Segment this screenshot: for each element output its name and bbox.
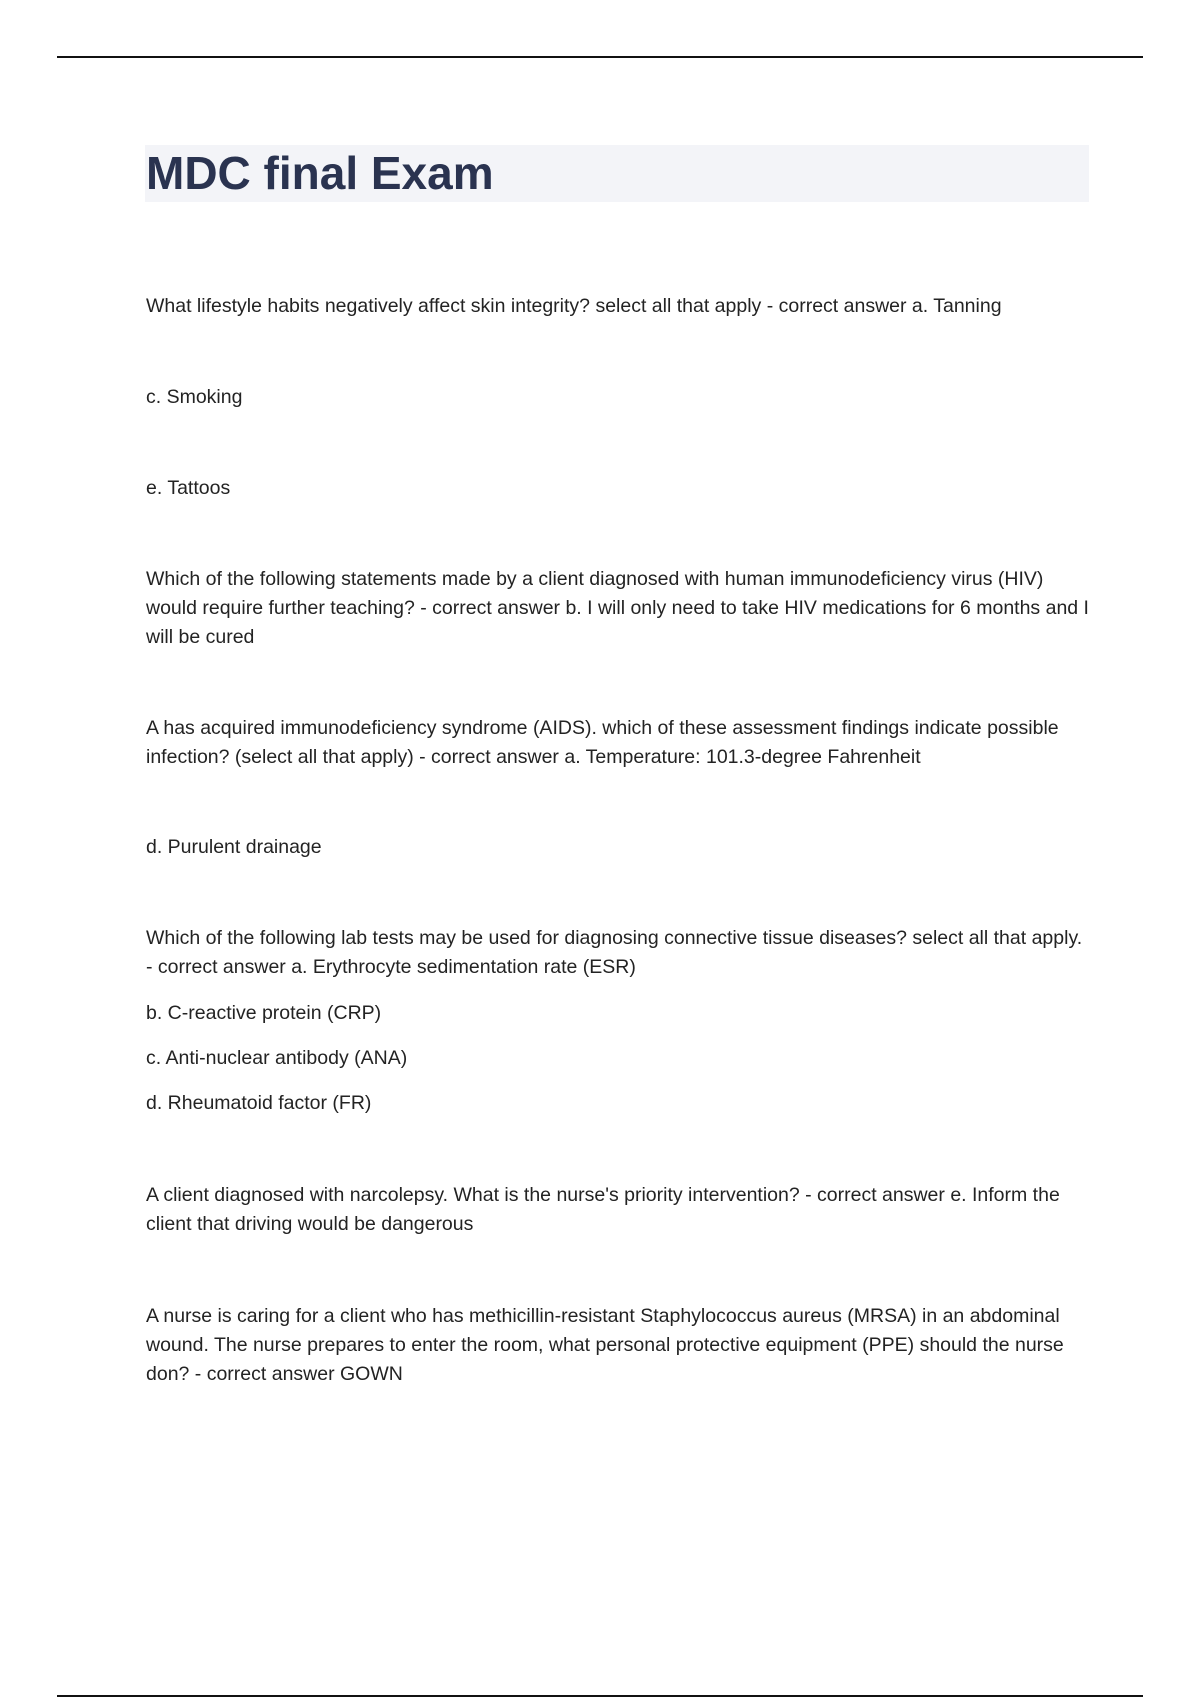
answer-crp: b. C-reactive protein (CRP) [146,1002,382,1024]
question-hiv-teaching: Which of the following statements made by a client diagnosed with human immunodeficiency virus (HIV) would require further teaching? - correct answer b. I will only need to take HIV medications for 6 months and I will be cured [146,568,1089,648]
answer-ana: c. Anti-nuclear antibody (ANA) [146,1047,408,1069]
question-narcolepsy: A client diagnosed with narcolepsy. What is the nurse's priority intervention? - correct answer e. Inform the client that driving would be dangerous [146,1184,1060,1235]
question-mrsa-ppe: A nurse is caring for a client who has methicillin-resistant Staphylococcus aureus (MRSA) in an abdominal wound. The nurse prepares to enter the room, what personal protective equipment (PPE) should the nurse don? - correct answer GOWN [146,1305,1064,1385]
question-connective-tissue: Which of the following lab tests may be used for diagnosing connective tissue diseases? select all that apply. - correct answer a. Erythrocyte sedimentation rate (ESR) [146,927,1083,978]
top-divider [57,56,1143,58]
bottom-divider [57,1695,1143,1697]
answer-rheumatoid-factor: d. Rheumatoid factor (FR) [146,1092,372,1114]
answer-purulent-drainage: d. Purulent drainage [146,836,322,858]
document-title: MDC final Exam [146,147,494,199]
answer-tattoos: e. Tattoos [146,477,231,499]
question-skin-integrity: What lifestyle habits negatively affect skin integrity? select all that apply - correct answer a. Tanning [146,295,1002,317]
question-aids-infection: A has acquired immunodeficiency syndrome (AIDS). which of these assessment findings indicate possible infection? (select all that apply) - correct answer a. Temperature: 101.3-degree Fahrenheit [146,717,1059,768]
answer-smoking: c. Smoking [146,386,243,408]
